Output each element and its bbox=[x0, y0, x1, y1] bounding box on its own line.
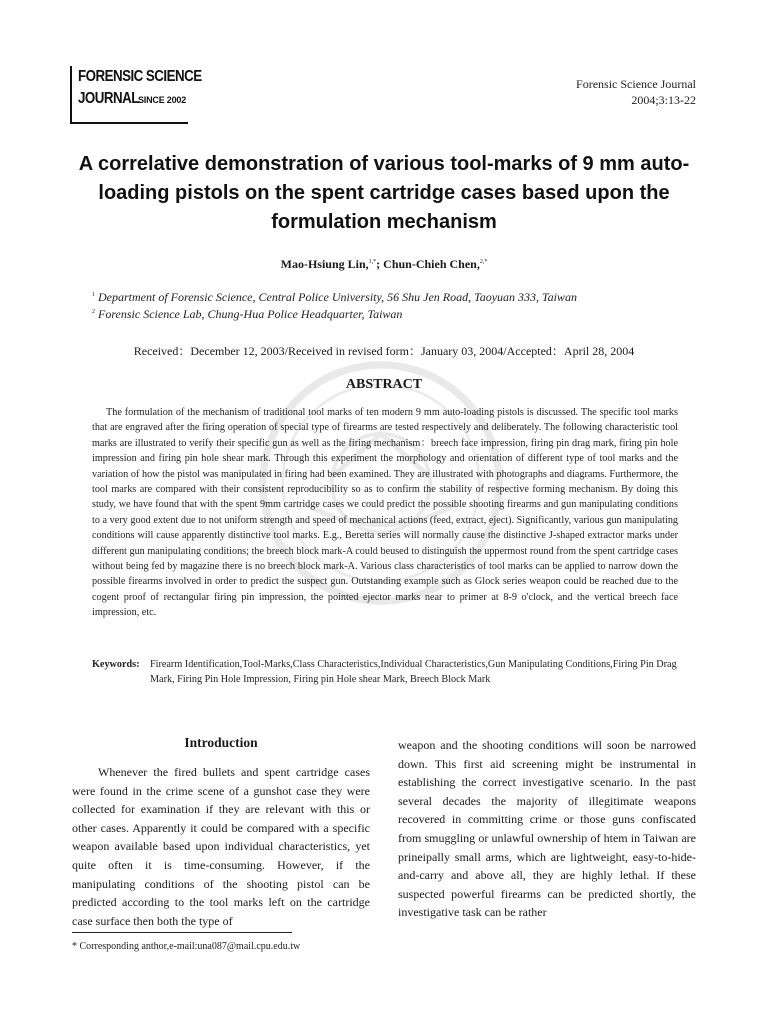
author-1-affil: 1,* bbox=[368, 259, 377, 265]
keywords-label: Keywords: bbox=[92, 659, 140, 670]
affiliation-text: Department of Forensic Science, Central Police University, 56 Shu Jen Road, Taoyuan 333, Taiwan bbox=[98, 290, 577, 304]
author-1: Mao-Hsiung Lin, bbox=[280, 257, 369, 271]
introduction-paragraph-right: weapon and the shooting conditions will soon be narrowed down. This first aid screening might be instrumental in establishing the correct investigative scenario. In the past several decades the majority of illegitimate weapons recovered in committing crime or those guns confiscated from smuggling or unlawful ownership of htem in Taiwan are prineipally small arms, which are lightweight, easy-to-hide-and-carry and above all, they are highly lethal. If these suspected powerful firearms can be predicted shortly, the investigative task can be rather bbox=[398, 738, 696, 920]
affiliation-index: 2 bbox=[92, 309, 95, 315]
paper-title: A correlative demonstration of various tool-marks of 9 mm auto-loading pistols on the spent cartridge cases based upon the formulation mechanism bbox=[78, 153, 690, 233]
footnote-rule bbox=[72, 932, 292, 933]
column-left bbox=[72, 735, 370, 930]
affiliation-1 bbox=[92, 290, 577, 305]
keywords-block bbox=[92, 657, 678, 688]
column-right bbox=[398, 736, 696, 922]
logo-line-1: FORENSIC SCIENCE bbox=[78, 68, 202, 85]
affiliation-2 bbox=[92, 307, 402, 322]
keywords-text: Firearm Identification,Tool-Marks,Class Characteristics,Individual Characteristics,Gun Manipulating Conditions,Firing Pin Drag Mark, Firing Pin Hole Impression, Firing pin Hole shear Mark, Breech Block Mark bbox=[150, 659, 677, 686]
introduction-heading: Introduction bbox=[184, 735, 258, 750]
author-separator: ; bbox=[376, 257, 384, 271]
journal-logo bbox=[70, 66, 202, 124]
affiliation-text: Forensic Science Lab, Chung-Hua Police Headquarter, Taiwan bbox=[98, 307, 403, 321]
affiliation-index: 1 bbox=[92, 292, 95, 298]
footnote: * Corresponding anthor,e-mail:una087@mail.cpu.edu.tw bbox=[72, 941, 301, 952]
journal-citation: 2004;3:13-22 bbox=[631, 93, 696, 107]
abstract-heading: ABSTRACT bbox=[345, 377, 423, 392]
logo-since: SINCE 2002 bbox=[138, 95, 187, 105]
journal-reference bbox=[576, 76, 696, 108]
logo-line-2: JOURNAL bbox=[78, 90, 139, 107]
introduction-paragraph-left: Whenever the fired bullets and spent cartridge cases were found in the crime scene of a gunshot case they were collected for examination if they are relevant with this or other cases. Apparently it could be compared with a specific weapon available based upon individual characteristics, yet quite often it is time-consuming. However, if the manipulating conditions of the shooting pistol can be predicted according to the tool marks left on the cartridge case surface then both the type of bbox=[72, 765, 370, 928]
abstract-text: The formulation of the mechanism of traditional tool marks of ten modern 9 mm auto-loading pistols is discussed. The specific tool marks that are engraved after the firing operation of special type of firearms are tested respectively and deliberately. The following characteristic tool marks are illustrated to verify their specific gun as well as the firing mechanism：breech face impression, firing pin drag mark, firing pin hole impression and firing pin hole shear mark. Through this experiment the morphology and orientation of different type of tool marks and the variation of how the pistol was manipulated in firing had been examined. They are illustrated with photographs and diagrams. Furthermore, the tool marks are compared with their consistent reproducibility so as to confirm the stability of respective forming mechanism. By doing this study, we have found that with the spent 9mm cartridge cases we could predict the possible shooting firearms and gun manipulating conditions to a very good extent due to not uniform strength and speed of mechanical actions (feed, extract, eject). Significantly, various gun manipulating conditions will cause apparently distinctive tool marks. E.g., Beretta series will normally cause the distinctive J-shaped extractor marks under different gun manipulating conditions; the breech block mark-A could beused to distinguish the uppermost round from the spent cartridge cases without being fed by magazine there is no breech block mark-A. Various class characteristics of tool marks can be applied to narrow down the possible firearms involved in order to predict the suspect gun. Outstanding example such as Glock series weapon could be reached due to the cogent proof of rectangular firing pin impression, the pointed ejector marks near to primer at 8-9 o'clock, and the vertical breech face impression, etc. bbox=[92, 407, 678, 619]
journal-name: Forensic Science Journal bbox=[576, 77, 696, 91]
author-2-affil: 2,* bbox=[479, 259, 488, 265]
received-dates: Received：December 12, 2003/Received in revised form：January 03, 2004/Accepted：April 28, 2004 bbox=[133, 344, 635, 358]
author-2: Chun-Chieh Chen, bbox=[383, 257, 480, 271]
author-line bbox=[0, 257, 768, 272]
